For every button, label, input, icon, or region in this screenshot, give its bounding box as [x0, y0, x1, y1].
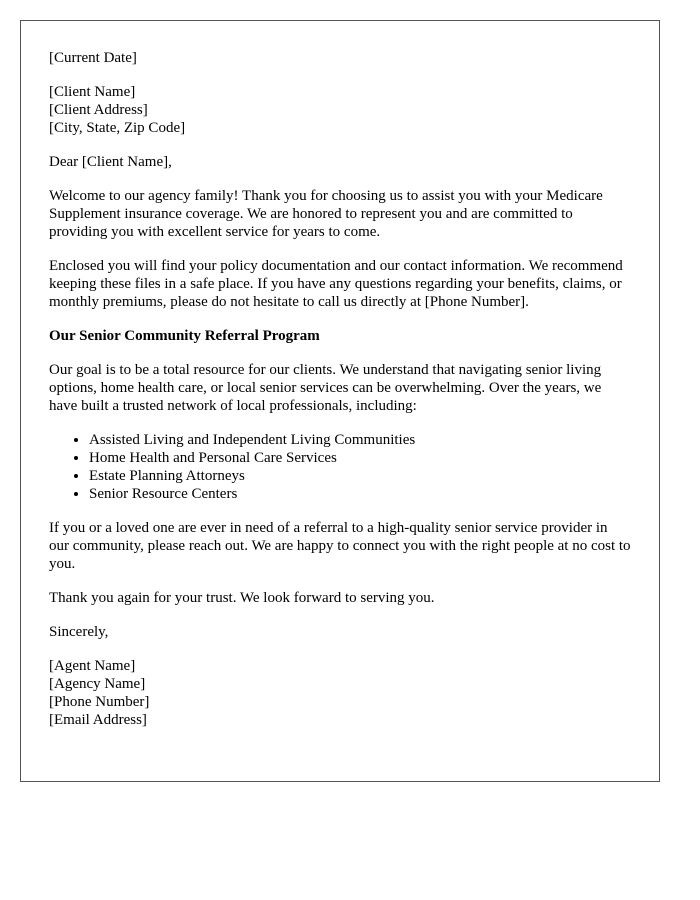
signature-block	[49, 657, 631, 729]
section-heading: Our Senior Community Referral Program	[49, 328, 320, 344]
client-address: [Client Address]	[49, 102, 148, 118]
list-item: • Home Health and Personal Care Services	[89, 449, 631, 467]
list-item: • Estate Planning Attorneys	[89, 467, 631, 485]
letter	[20, 20, 660, 782]
list-item: • Senior Resource Centers	[89, 485, 631, 503]
recipient-block	[49, 83, 631, 137]
paragraph-enclosed: Enclosed you will find your policy documentation and our contact information. We recommend keeping these files in a safe place. If you have any questions regarding your benefits, claims, or monthly premiums, please do not hesitate to call us directly at [Phone Number].	[49, 258, 623, 310]
paragraph-goal: Our goal is to be a total resource for our clients. We understand that navigating senior living options, home health care, or local senior services can be overwhelming. Over the years, we have built a trusted network of local professionals, including:	[49, 362, 602, 414]
agent-name: [Agent Name]	[49, 658, 136, 674]
phone-number: [Phone Number]	[49, 694, 150, 710]
date: [Current Date]	[49, 50, 137, 66]
email-address: [Email Address]	[49, 712, 147, 728]
agency-name: [Agency Name]	[49, 676, 146, 692]
client-name: [Client Name]	[49, 84, 136, 100]
list-item: • Assisted Living and Independent Living Communities	[89, 431, 631, 449]
closing: Sincerely,	[49, 624, 109, 640]
paragraph-thanks: Thank you again for your trust. We look forward to serving you.	[49, 590, 435, 606]
paragraph-welcome: Welcome to our agency family! Thank you for choosing us to assist you with your Medicare Supplement insurance coverage. We are honored to represent you and are committed to providing you with excellent service for years to come.	[49, 188, 603, 240]
salutation: Dear [Client Name],	[49, 154, 172, 170]
referral-list	[49, 431, 631, 503]
client-city: [City, State, Zip Code]	[49, 120, 186, 136]
paragraph-referral: If you or a loved one are ever in need of a referral to a high-quality senior service provider in our community, please reach out. We are happy to connect you with the right people at no cost to you.	[49, 520, 631, 572]
